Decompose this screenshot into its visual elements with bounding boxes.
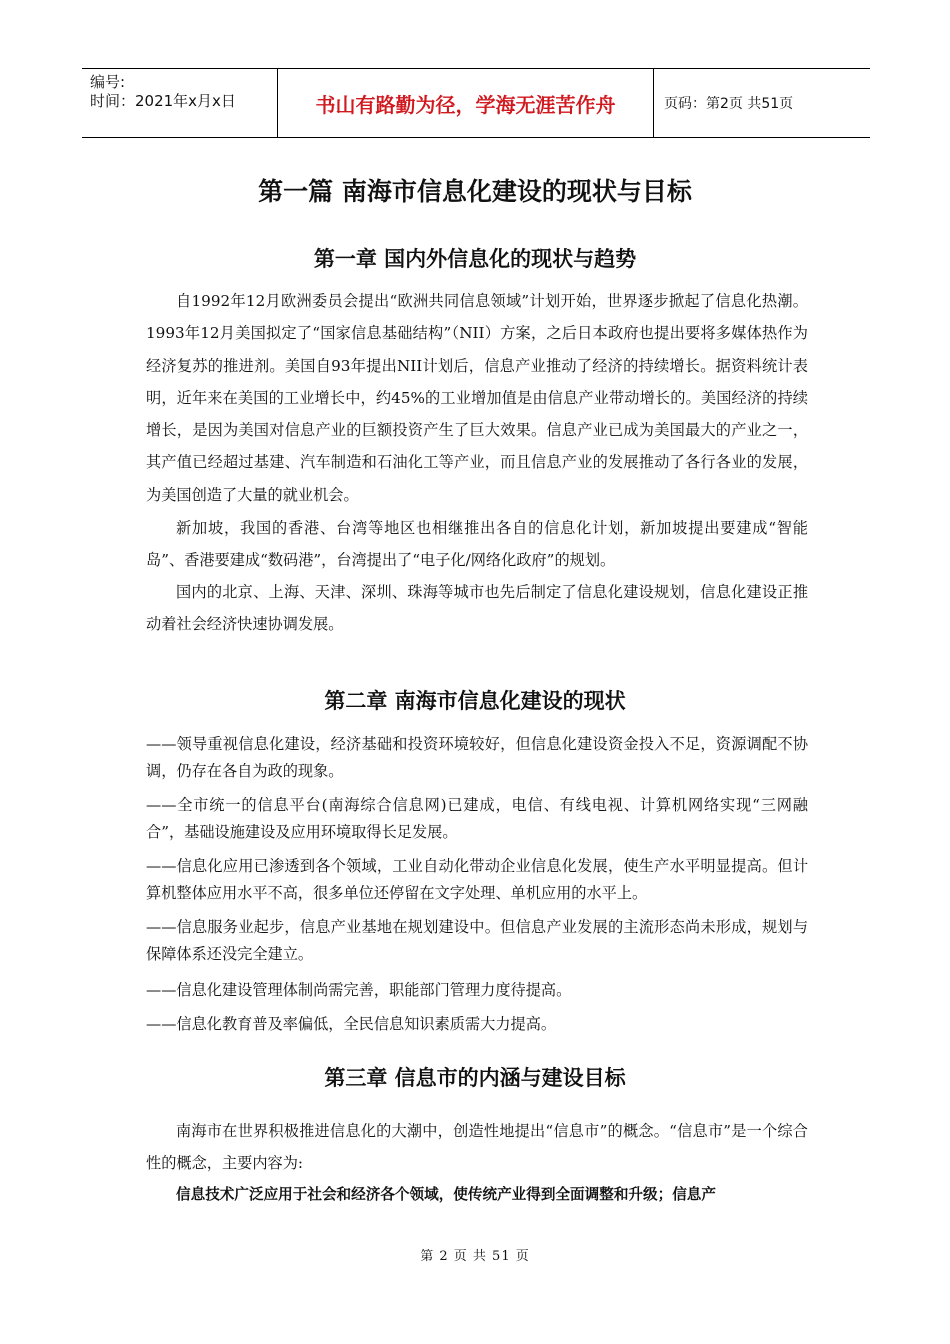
header-meta-cell xyxy=(82,69,278,137)
status-item-4: ——信息服务业起步，信息产业基地在规划建设中。但信息产业发展的主流形态尚未形成，规划与保障体系还没完全建立。 xyxy=(146,918,808,963)
status-item-6: ——信息化教育普及率偏低，全民信息知识素质需大力提高。 xyxy=(146,1015,557,1033)
number-label: 编号: xyxy=(90,73,126,91)
chapter3-heading: 第三章 信息市的内涵与建设目标 xyxy=(324,1066,626,1090)
status-item-5: ——信息化建设管理体制尚需完善，职能部门管理力度待提高。 xyxy=(146,981,572,999)
chapter1-paragraph-1: 自1992年12月欧洲委员会提出“欧洲共同信息领域”计划开始，世界逐步掀起了信息化热潮。1993年12月美国拟定了“国家信息基础结构”（NII）方案，之后日本政府也提出要将多媒体热作为经济复苏的推进剂。美国自93年提出NII计划后，信息产业推动了经济的持续增长。据资料统计表明，近年来在美国的工业增长中，约45%的工业增加值是由信息产业带动增长的。美国经济的持续增长，是因为美国对信息产业的巨额投资产生了巨大效果。信息产业已成为美国最大的产业之一，其产值已经超过基建、汽车制造和石油化工等产业，而且信息产业的发展推动了各行各业的发展，为美国创造了大量的就业机会。 xyxy=(146,292,808,504)
chapter3-paragraph-1: 南海市在世界积极推进信息化的大潮中，创造性地提出“信息市”的概念。“信息市”是一个综合性的概念，主要内容为: xyxy=(146,1122,808,1173)
header-table xyxy=(82,68,870,138)
chapter1-paragraph-3: 国内的北京、上海、天津、深圳、珠海等城市也先后制定了信息化建设规划，信息化建设正推动着社会经济快速协调发展。 xyxy=(146,583,808,634)
status-item-3: ——信息化应用已渗透到各个领域，工业自动化带动企业信息化发展，使生产水平明显提高。但计算机整体应用水平不高，很多单位还停留在文字处理、单机应用的水平上。 xyxy=(146,857,808,902)
chapter3-paragraph-2: 信息技术广泛应用于社会和经济各个领域，使传统产业得到全面调整和升级；信息产 xyxy=(176,1186,716,1203)
time-label: 时间：2021年x月x日 xyxy=(90,92,236,110)
page-info: 页码：第2页 共51页 xyxy=(664,96,794,112)
status-item-2: ——全市统一的信息平台(南海综合信息网)已建成，电信、有线电视、计算机网络实现“三网融合”，基础设施建设及应用环境取得长足发展。 xyxy=(146,796,808,841)
motto: 书山有路勤为径，学海无涯苦作舟 xyxy=(278,69,654,137)
chapter1-heading: 第一章 国内外信息化的现状与趋势 xyxy=(313,247,637,271)
chapter1-paragraph-2: 新加坡，我国的香港、台湾等地区也相继推出各自的信息化计划，新加坡提出要建成“智能岛”、香港要建成“数码港”，台湾提出了“电子化/网络化政府”的规划。 xyxy=(146,519,808,570)
status-item-1: ——领导重视信息化建设，经济基础和投资环境较好，但信息化建设资金投入不足，资源调配不协调，仍存在各自为政的现象。 xyxy=(146,735,808,780)
document-title: 第一篇 南海市信息化建设的现状与目标 xyxy=(258,177,692,206)
page-footer: 第 2 页 共 51 页 xyxy=(420,1249,530,1264)
chapter2-heading: 第二章 南海市信息化建设的现状 xyxy=(324,689,626,713)
